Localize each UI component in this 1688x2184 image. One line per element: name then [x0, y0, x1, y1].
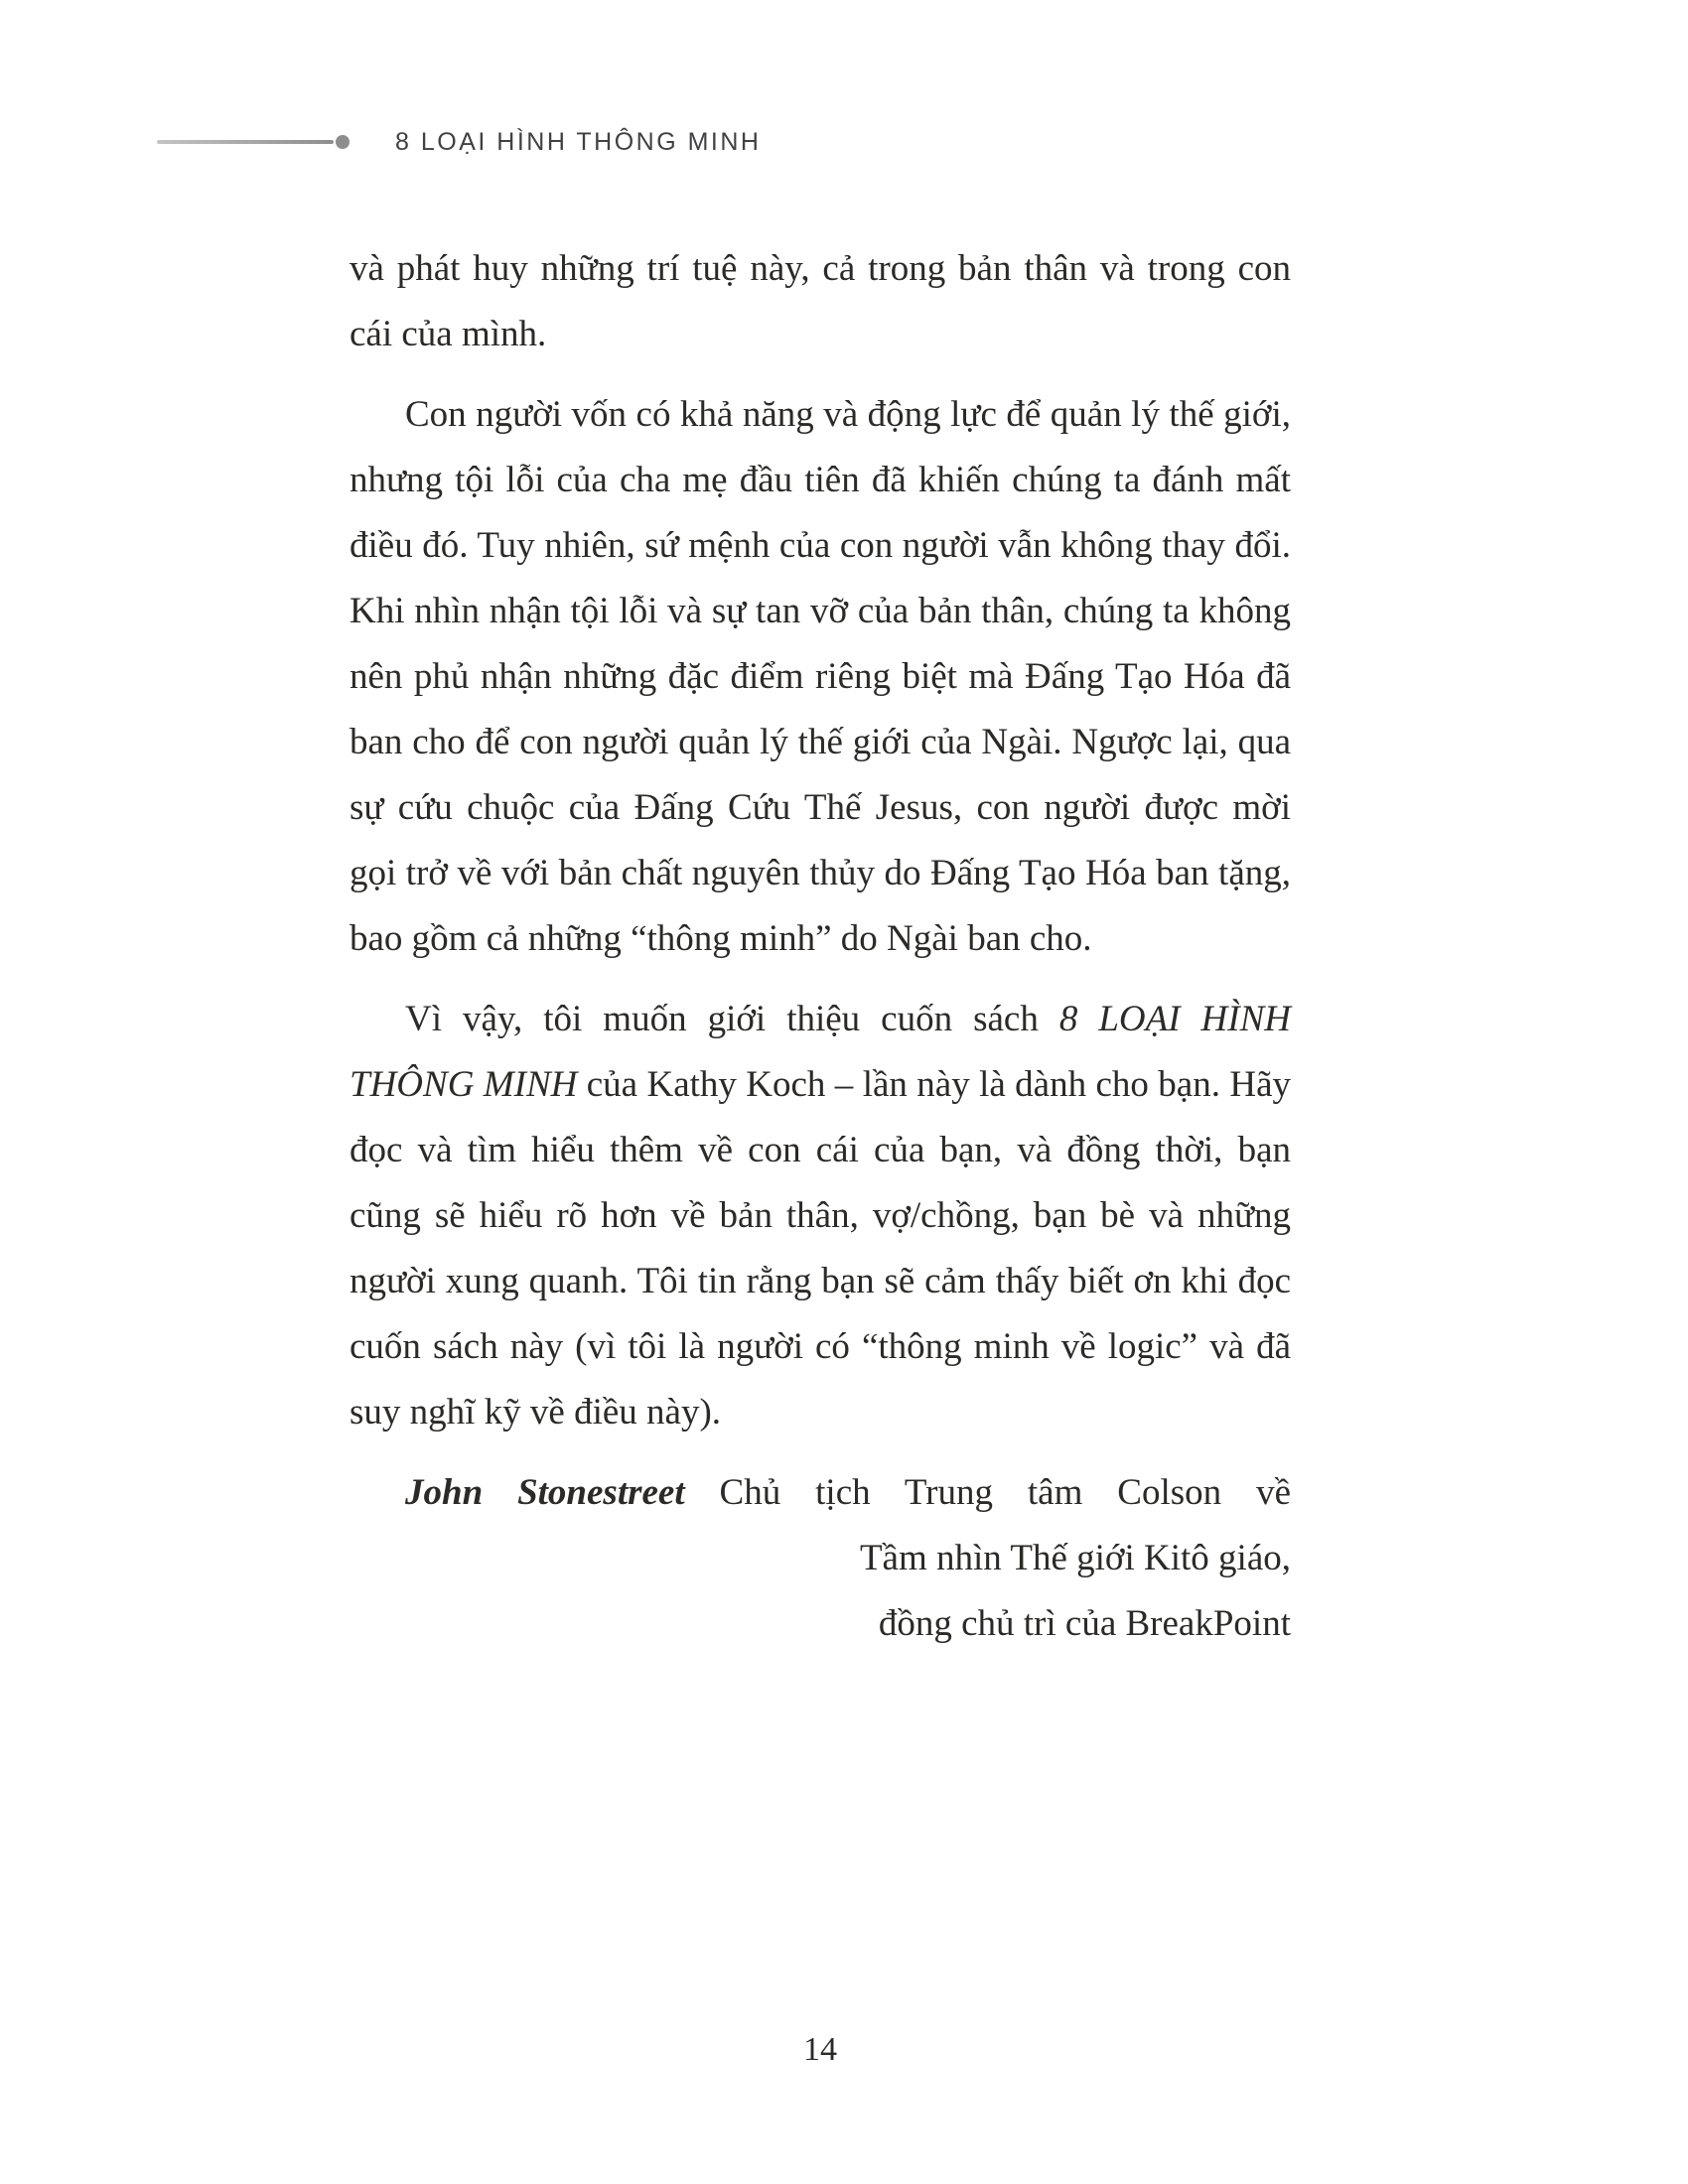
page-footer: [350, 2031, 1291, 2069]
paragraph-text: của Kathy Koch – lần này là dành cho bạn. Hãy đọc và tìm hiểu thêm về con cái của bạn, và đồng thời, bạn cũng sẽ hiểu rõ hơn về bản thân, vợ/chồng, bạn bè và những người xung quanh. Tôi tin rằng bạn sẽ cảm thấy biết ơn khi đọc cuốn sách này (vì tôi là người có “thông minh về logic” và đã suy nghĩ kỹ về điều này).: [350, 1064, 1291, 1433]
author-name: John Stonestreet: [405, 1472, 685, 1513]
paragraph-continuation: và phát huy những trí tuệ này, cả trong bản thân và trong con cái của mình.: [350, 248, 1291, 354]
running-head: [157, 125, 761, 159]
page-number: 14: [803, 2031, 837, 2068]
running-head-title: 8 LOẠI HÌNH THÔNG MINH: [395, 127, 762, 156]
body-text-column: [350, 236, 1291, 1657]
paragraph: Con người vốn có khả năng và động lực để quản lý thế giới, nhưng tội lỗi của cha mẹ đầu tiên đã khiến chúng ta đánh mất điều đó. Tuy nhiên, sứ mệnh của con người vẫn không thay đổi. Khi nhìn nhận tội lỗi và sự tan vỡ của bản thân, chúng ta không nên phủ nhận những đặc điểm riêng biệt mà Đấng Tạo Hóa đã ban cho để con người quản lý thế giới của Ngài. Ngược lại, qua sự cứu chuộc của Đấng Cứu Thế Jesus, con người được mời gọi trở về với bản chất nguyên thủy do Đấng Tạo Hóa ban tặng, bao gồm cả những “thông minh” do Ngài ban cho.: [350, 394, 1291, 959]
signature-line: [350, 1460, 1291, 1526]
paragraph: [350, 987, 1291, 1445]
signature-line: Tầm nhìn Thế giới Kitô giáo,: [859, 1538, 1291, 1578]
header-rule: [157, 140, 334, 144]
signature-block: [350, 1460, 1291, 1657]
author-role-text: Chủ tịch Trung tâm Colson về: [684, 1472, 1291, 1513]
paragraph-text: Vì vậy, tôi muốn giới thiệu cuốn sách: [405, 999, 1059, 1039]
book-title-italic: 8 LOẠI HÌNH THÔNG MINH: [350, 999, 1291, 1105]
header-dot-icon: [336, 135, 350, 149]
signature-line: đồng chủ trì của BreakPoint: [878, 1603, 1291, 1644]
